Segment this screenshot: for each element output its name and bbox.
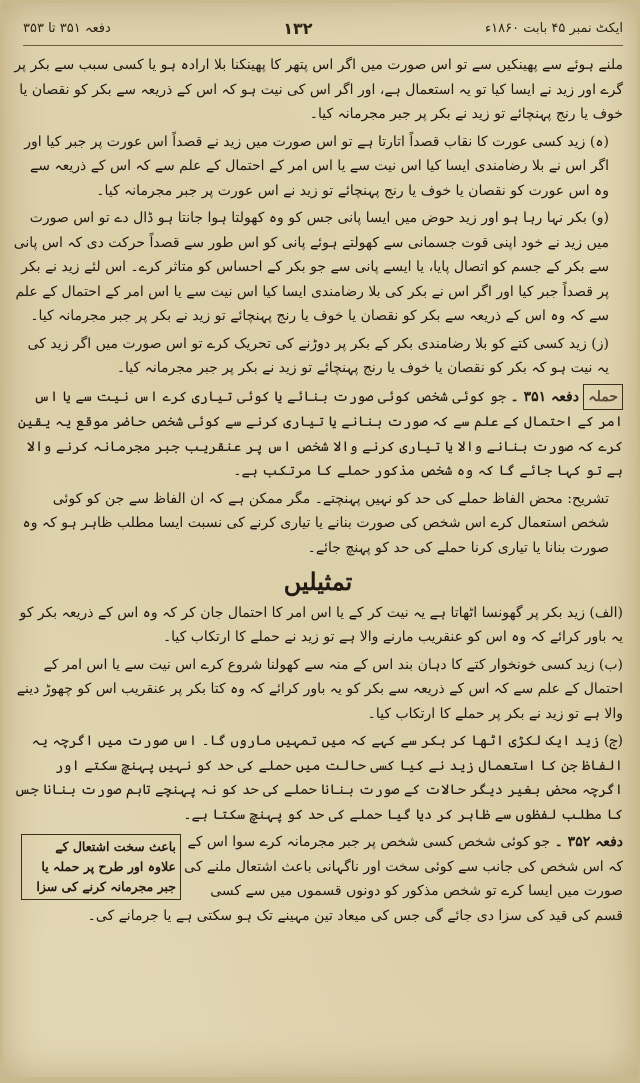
illustration-c: (ج) زید ایک لکڑی اٹھا کر بکر سے کہے کہ میں تمہیں ماروں گا۔ اس صورت میں اگرچہ یہ الفاظ جن کا استعمال زید نے کیا کسی حالت میں حملے کی حد کو نہیں پہنچ سکتے اور اگرچہ محض بغیر دیگر حالات کے صورت بنانا حملے کی حد کو نہ پہنچے تاہم صورت بنانا جس کا مطلب لفظوں سے ظاہر کر دیا گیا حملے کی حد کو پہنچ سکتا ہے۔: [14, 733, 623, 823]
illustration-b: (ب) زید کسی خونخوار کتے کا دہان بند اس کے منہ سے کھولنا شروع کرے اس نیت سے یا اس امر کے احتمال کے علم سے کہ اس کے ذریعہ سے بکر کو یہ باور کرائے کہ وہ کتا بکر پر عنقریب اس کو چھوڑ دینے والا ہے تو زید نے بکر پر حملے کا ارتکاب کیا۔: [16, 656, 623, 722]
section-352-sidenote: باعث سخت اشتعال کے علاوہ اور طرح پر حملہ یا جبر مجرمانہ کرنے کی سزا: [21, 834, 181, 900]
section-352-text: جو کوئی شخص کسی شخص پر جبر مجرمانہ کرے سوا اس کے کہ اس شخص کی جانب سے کوئی سخت اور ناگہانی باعث اشتعال ملنے کی صورت میں ایسا کرے تو شخص مذکور کو دونوں قسموں میں سے کسی قسم کی قید کی سزا دی جائے گی جس کی میعاد تین مہینے تک ہو سکتی ہے یا جرمانے کی۔: [87, 834, 623, 924]
page-body: [13, 53, 623, 1071]
paragraph-4: (ز) زید کسی کتے کو بلا رضامندی بکر کے بکر پر دوڑنے کی تحریک کرے تو اس صورت میں اگر زید کی یہ نیت ہو کہ بکر کو نقصان یا خوف یا رنج پہنچائے تو زید نے بکر پر جبر مجرمانہ کیا۔: [27, 335, 609, 376]
explanation: تشریح: محض الفاظ حملے کی حد کو نہیں پہنچتے۔ مگر ممکن ہے کہ ان الفاظ سے جن کو کوئی شخص استعمال کرے اس شخص کی صورت بنانے یا تیاری کرنے کی نسبت ایسا مطلب ظاہر ہو کہ وہ صورت بنانا یا تیاری کرنا حملے کی حد کو پہنچ جائے۔: [22, 490, 609, 556]
margin-note: حملہ: [583, 384, 623, 411]
page-header: [23, 11, 623, 46]
document-page: [3, 3, 637, 1077]
illustrations-heading: تمثیلیں: [283, 567, 353, 596]
page-number: ۱۳۲: [283, 18, 313, 38]
paragraph-3: (و) بکر نہا رہا ہو اور زید حوض میں ایسا پانی جس کو وہ کھولتا ہوا جانتا ہو ڈال دے تو اس صورت میں زید نے خود اپنی قوت جسمانی سے کھولتے ہوئے پانی کو اس طور سے قصداً حرکت دی کہ اس پانی سے بکر کے جسم کو اتصال پایا، یا ایسے پانی سے جو بکر کے احساس کو متاثر کرے۔ اس لئے زید نے بکر پر قصداً جبر کیا اور اگر اس نے بکر کی بلا رضامندی ایسا کیا اس نیت سے یا اس امر کے احتمال کے علم سے کہ وہ اس کے ذریعہ سے بکر کو نقصان یا خوف یا رنج پہنچائے تو زید نے بکر پر جبر مجرمانہ کیا۔: [13, 210, 609, 324]
header-act-title: ایکٹ نمبر ۴۵ بابت ۱۸۶۰ء: [485, 20, 623, 36]
section-351: [13, 384, 623, 484]
section-number-352: دفعہ ۳۵۲ ۔: [554, 834, 623, 850]
paragraph-1: ملنے ہوئے سے پھینکیں سے تو اس صورت میں اگر اس پتھر کا پھینکنا بلا ارادہ ہو یا کسی سبب سے بکر پر گرے اور زید نے ایسا کیا تو یہ استعمال ہے، اور اگر اس کی نیت ہو کہ اس کے ذریعہ سے بکر کو نقصان یا خوف یا رنج پہنچائے تو زید نے بکر پر جبر مجرمانہ کیا۔: [14, 57, 623, 122]
paragraph-2: (ہ) زید کسی عورت کا نقاب قصداً اتارتا ہے تو اس صورت میں زید نے قصداً اس عورت پر جبر کیا اور اگر اس نے بلا رضامندی ایسا کیا اس نیت سے یا اس امر کے احتمال کے علم سے کہ اس کے ذریعہ سے وہ اس عورت کو نقصان یا خوف یا رنج پہنچائے تو زید نے اس عورت پر جبر مجرمانہ کیا۔: [24, 133, 609, 199]
section-number-351: دفعہ ۳۵۱ ۔: [510, 388, 579, 405]
illustration-a: (الف) زید بکر پر گھونسا اٹھاتا ہے یہ نیت کر کے یا اس امر کا احتمال جان کر کہ وہ اس کے ذریعہ بکر کو یہ باور کرائے کہ وہ اس کو عنقریب مارنے والا ہے تو زید نے حملے کا ارتکاب کیا۔: [19, 604, 623, 645]
header-date: دفعہ ۳۵۱ تا ۳۵۳: [23, 20, 111, 36]
section-351-text: جو کوئی شخص کوئی صورت بنائے یا کوئی تیاری کرے اس نیت سے یا اس امر کے احتمال کے علم سے کہ صورت بنانے یا تیاری کرنے سے کوئی شخص حاضر موقع یہ یقین کرے کہ صورت بنانے والا یا تیاری کرنے والا شخص اس پر عنقریب جبر مجرمانہ کرنے والا ہے تو کہا جائے گا کہ وہ شخص مذکور حملے کا مرتکب ہے۔: [17, 388, 623, 479]
